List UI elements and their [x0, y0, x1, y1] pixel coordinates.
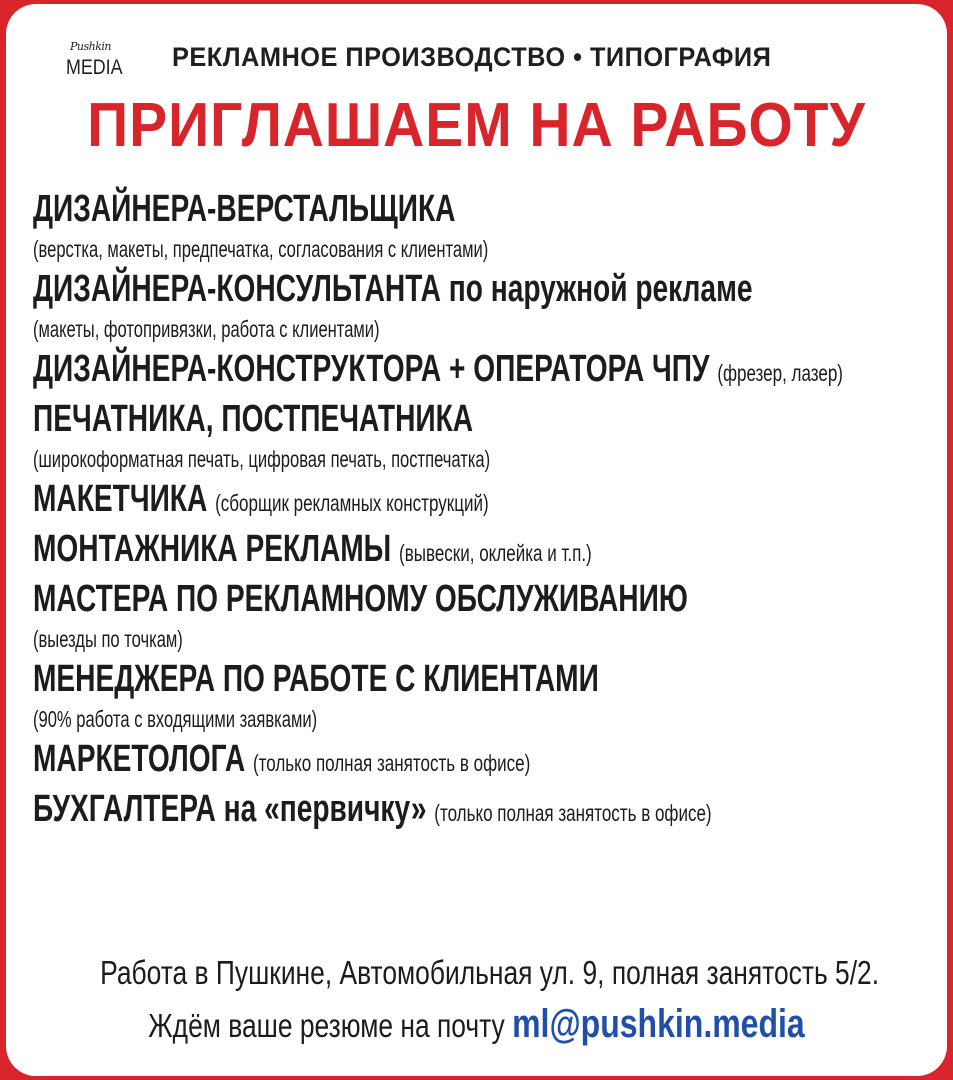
job-item [33, 266, 933, 346]
job-title: МОНТАЖНИКА РЕКЛАМЫ (вывески, оклейка и т.п.) [33, 528, 592, 570]
job-title: МЕНЕДЖЕРА ПО РАБОТЕ С КЛИЕНТАМИ [33, 658, 599, 700]
job-title: МАСТЕРА ПО РЕКЛАМНОМУ ОБСЛУЖИВАНИЮ [33, 578, 688, 620]
job-item [33, 656, 933, 736]
job-description: (макеты, фотопривязки, работа с клиентами) [33, 316, 380, 342]
resume-prompt: Ждём ваше резюме на почту [148, 1007, 505, 1044]
job-item [33, 786, 933, 836]
job-title: МАКЕТЧИКА (сборщик рекламных конструкций) [33, 478, 489, 520]
job-note: (только полная занятость в офисе) [434, 800, 712, 826]
job-note: (вывески, оклейка и т.п.) [399, 540, 592, 566]
job-title: ДИЗАЙНЕРА-КОНСТРУКТОРА + ОПЕРАТОРА ЧПУ (фрезер, лазер) [33, 348, 843, 390]
job-note: (сборщик рекламных конструкций) [215, 490, 489, 516]
job-description: (90% работа с входящими заявками) [33, 706, 318, 732]
job-title: ПЕЧАТНИКА, ПОСТПЕЧАТНИКА [33, 398, 474, 440]
job-title: ДИЗАЙНЕРА-КОНСУЛЬТАНТА по наружной рекламе [33, 268, 753, 310]
logo-brand: MEDIA [66, 56, 123, 79]
resume-line [100, 1002, 853, 1047]
header [6, 38, 947, 82]
job-list [33, 186, 933, 836]
poster-card [6, 4, 947, 1076]
job-description: (выезды по точкам) [33, 626, 183, 652]
job-item [33, 346, 933, 396]
job-item [33, 736, 933, 786]
address-line: Работа в Пушкине, Автомобильная ул. 9, полная занятость 5/2. [100, 954, 880, 991]
tagline: РЕКЛАМНОЕ ПРОИЗВОДСТВО • ТИПОГРАФИЯ [172, 42, 772, 72]
pushkin-media-logo [64, 42, 144, 82]
logo-script: Pushkin [70, 40, 111, 53]
job-note: (фрезер, лазер) [717, 360, 843, 386]
email-link[interactable]: ml@pushkin.media [512, 1002, 805, 1046]
headline: ПРИГЛАШАЕМ НА РАБОТУ [87, 91, 866, 160]
job-title: ДИЗАЙНЕРА-ВЕРСТАЛЬЩИКА [33, 188, 456, 230]
job-item [33, 526, 933, 576]
job-item [33, 476, 933, 526]
job-item [33, 576, 933, 656]
job-item [33, 396, 933, 476]
job-description: (широкоформатная печать, цифровая печать, постпечатка) [33, 446, 491, 472]
job-item [33, 186, 933, 266]
job-title: МАРКЕТОЛОГА (только полная занятость в офисе) [33, 738, 531, 780]
job-description: (верстка, макеты, предпечатка, согласования с клиентами) [33, 236, 489, 262]
job-title: БУХГАЛТЕРА на «первичку» (только полная занятость в офисе) [33, 788, 712, 830]
job-note: (только полная занятость в офисе) [252, 750, 531, 776]
